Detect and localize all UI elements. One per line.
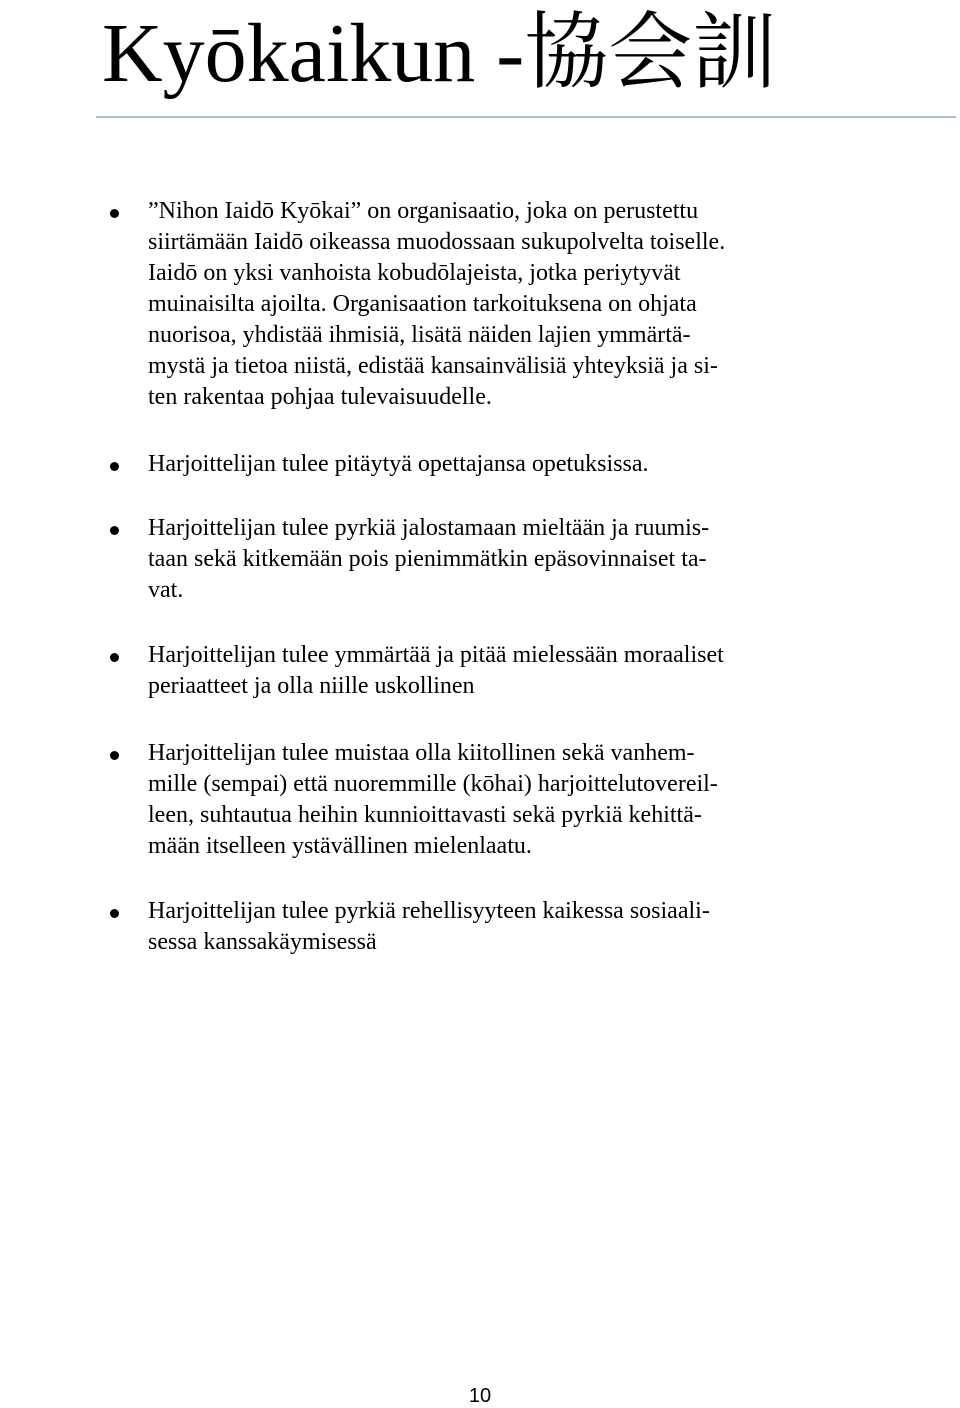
bullet-text-line: ten rakentaa pohjaa tulevaisuudelle. <box>148 384 492 410</box>
bullet-text-line: Iaidō on yksi vanhoista kobudōlajeista, jotka periytyvät <box>148 260 681 286</box>
bullet-text-line: muinaisilta ajoilta. Organisaation tarkoituksena on ohjata <box>148 291 697 317</box>
bullet-icon <box>110 209 119 218</box>
bullet-text-line: Harjoittelijan tulee pitäytyä opettajansa opetuksissa. <box>148 451 649 477</box>
page-title: Kyōkaikun -協会訓 <box>102 7 777 100</box>
bullet-text-line: Harjoittelijan tulee ymmärtää ja pitää mielessään moraaliset <box>148 642 724 668</box>
bullet-text-line: siirtämään Iaidō oikeassa muodossaan sukupolvelta toiselle. <box>148 229 726 255</box>
title-underline <box>96 116 956 118</box>
bullet-item <box>110 449 810 480</box>
bullet-text-line: vat. <box>148 577 184 603</box>
bullet-item <box>110 640 810 702</box>
bullet-text-line: Harjoittelijan tulee pyrkiä rehellisyyteen kaikessa sosiaali- <box>148 898 710 924</box>
bullet-icon <box>110 526 119 535</box>
bullet-text-line: ”Nihon Iaidō Kyōkai” on organisaatio, joka on perustettu <box>148 198 699 224</box>
bullet-item <box>110 513 810 606</box>
bullet-text-line: sessa kanssakäymisessä <box>148 929 377 955</box>
bullet-icon <box>110 462 119 471</box>
page-number: 10 <box>468 1385 492 1407</box>
bullet-text-line: mään itselleen ystävällinen mielenlaatu. <box>148 833 532 859</box>
bullet-list <box>110 196 810 958</box>
bullet-icon <box>110 653 119 662</box>
bullet-icon <box>110 909 119 918</box>
bullet-text-line: taan sekä kitkemään pois pienimmätkin epäsovinnaiset ta- <box>148 546 707 572</box>
bullet-item <box>110 196 810 413</box>
bullet-item <box>110 738 810 862</box>
bullet-text-line: periaatteet ja olla niille uskollinen <box>148 673 475 699</box>
bullet-text-line: Harjoittelijan tulee pyrkiä jalostamaan mieltään ja ruumis- <box>148 515 710 541</box>
bullet-item <box>110 896 810 958</box>
bullet-text-line: nuorisoa, yhdistää ihmisiä, lisätä näiden lajien ymmärtä- <box>148 322 691 348</box>
bullet-icon <box>110 751 119 760</box>
bullet-text-line: Harjoittelijan tulee muistaa olla kiitollinen sekä vanhem- <box>148 740 695 766</box>
bullet-text-line: mystä ja tietoa niistä, edistää kansainvälisiä yhteyksiä ja si- <box>148 353 718 379</box>
bullet-text-line: mille (sempai) että nuoremmille (kōhai) harjoittelutovereil- <box>148 771 718 797</box>
bullet-text-line: leen, suhtautua heihin kunnioittavasti sekä pyrkiä kehittä- <box>148 802 702 828</box>
